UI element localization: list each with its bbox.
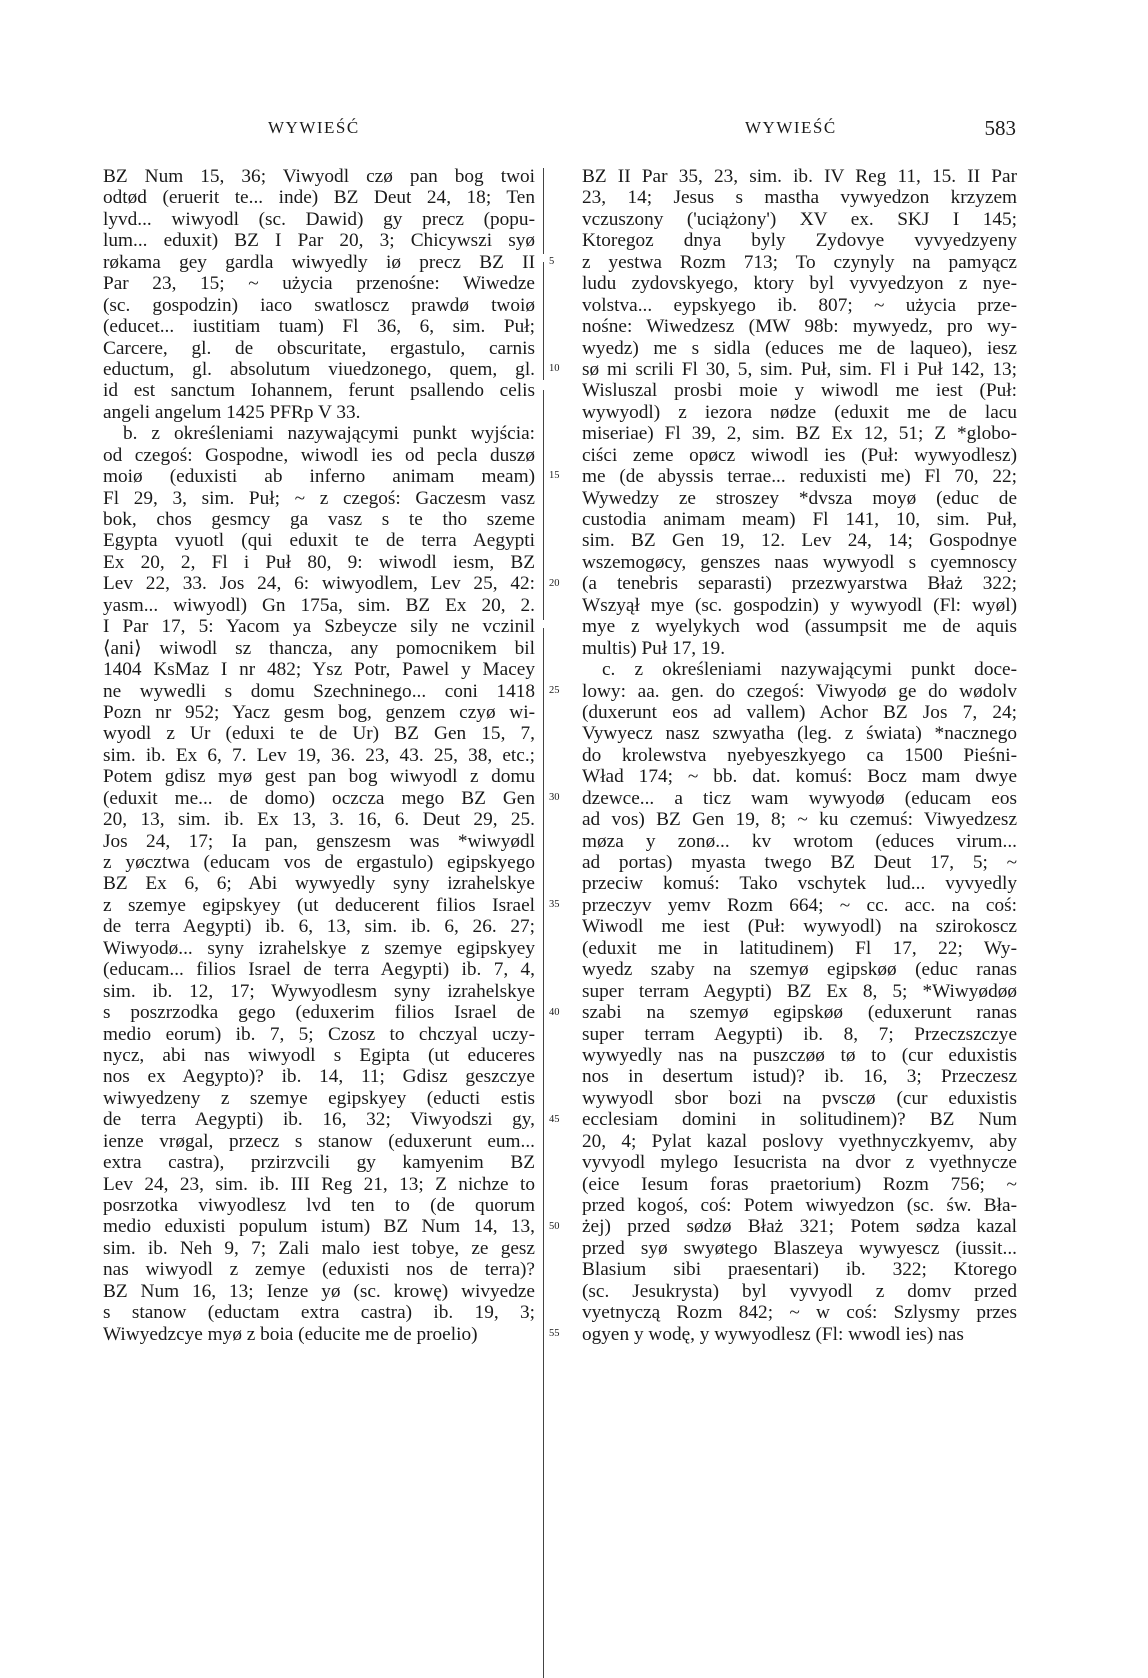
line-number: 20 — [549, 577, 560, 589]
column-rule — [543, 390, 544, 620]
running-header-left: WYWIEŚĆ — [268, 118, 360, 137]
text-line: ogyen y wodę, y wywyodlesz (Fl: wwodl ies) nas — [582, 1323, 964, 1345]
text-line: ecclesiam domini in solitudinem)? BZ Num — [582, 1109, 1017, 1131]
text-line: (educam... filios Israel de terra Aegypti) ib. 7, 4, — [103, 959, 535, 981]
line-number: 15 — [549, 470, 560, 482]
text-line: medio eorum) ib. 7, 5; Czosz to chczyal uczy- — [103, 1023, 535, 1045]
text-line: Wisluszal prosbi moie y wiwodl me iest (Puł: — [582, 380, 1017, 402]
text-line: nos in desertum istud)? ib. 16, 3; Przeczesz — [582, 1066, 1017, 1088]
text-line: nos ex Aegypto)? ib. 14, 11; Gdisz geszczye — [103, 1066, 535, 1088]
line-number: 55 — [549, 1328, 560, 1340]
text-line: 20, 13, sim. ib. Ex 13, 3. 16, 6. Deut 29, 25. — [103, 809, 535, 831]
text-line: røkama gey gardla wiwyedly iø precz BZ II — [103, 251, 535, 273]
text-line: nośne: Wiwedzesz (MW 98b: mywyedz, pro wy- — [582, 316, 1017, 338]
text-line: od czegoś: Gospodne, wiwodl ies od pecla duszø — [103, 444, 535, 466]
text-line: lum... eduxit) BZ I Par 20, 3; Chicywszi syø — [103, 230, 535, 252]
text-line: do krolewstva nyebyeszkyego ca 1500 Pieśni- — [582, 744, 1017, 766]
text-line: Wywedzy ze stroszey *dvsza moyø (educ de — [582, 487, 1017, 509]
text-line: extra castra), przirzvcili gy kamyenim BZ — [103, 1152, 535, 1174]
line-number: 10 — [549, 363, 560, 375]
text-line: Jos 24, 17; Ia pan, genszesm was *wiwyødl — [103, 830, 535, 852]
text-line: vyvyodl mylego Iesucrista na dvor z vyethnycze — [582, 1152, 1017, 1174]
line-number: 30 — [549, 792, 560, 804]
text-line: Blasium sibi praesentari) ib. 322; Ktorego — [582, 1259, 1017, 1281]
text-line: volstva... eypskyego ib. 807; ~ użycia prze- — [582, 294, 1017, 316]
text-line: custodia animam meam) Fl 141, 10, sim. Puł, — [582, 509, 1017, 530]
text-line: BZ II Par 35, 23, sim. ib. IV Reg 11, 15. II Par — [582, 166, 1017, 187]
text-line: Potem gdisz myø gest pan bog wiwyodl z domu — [103, 766, 535, 788]
text-line: z yøcztwa (educam vos de ergastulo) egipskyego — [103, 852, 535, 873]
text-line: eductum, gl. absolutum viuedzonego, quem, gl. — [103, 358, 535, 380]
text-line: ienze vrøgal, przecz s stanow (eduxerunt eum... — [103, 1130, 535, 1152]
text-line: Wiwyodø... syny izrahelskye z szemye egipskyey — [103, 937, 535, 959]
page-number: 583 — [984, 116, 1016, 140]
text-line: miseriae) Fl 39, 2, sim. BZ Ex 12, 51; Z *globo- — [582, 423, 1017, 445]
text-line: nycz, abi nas wiwyodl s Egipta (ut educeres — [103, 1044, 535, 1066]
text-line: møza y zonø... kv wrotom (educes virum... — [582, 830, 1017, 852]
text-line: sim. ib. 12, 17; Wywyodlesm syny izrahelskye — [103, 980, 535, 1002]
text-line: sim. ib. Ex 6, 7. Lev 19, 36. 23, 43. 25, 38, etc.; — [103, 744, 535, 766]
text-line: me (de abyssis terrae... reduxisti me) Fl 70, 22; — [582, 466, 1017, 488]
text-line: ad portas) myasta twego BZ Deut 17, 5; ~ — [582, 852, 1017, 873]
line-number: 45 — [549, 1113, 560, 1125]
text-line: (educet... iustitiam tuam) Fl 36, 6, sim. Puł; — [103, 316, 535, 338]
text-line: lyvd... wiwyodl (sc. Dawid) gy precz (popu- — [103, 208, 535, 230]
text-line: Wiwyedzcye myø z boia (educite me de proelio) — [103, 1323, 478, 1345]
column-rule — [543, 262, 544, 380]
text-line: (eice Iesum foras praetorium) Rozm 756; ~ — [582, 1173, 1017, 1195]
text-line: de terra Aegypti) ib. 16, 32; Viwyodszi gy, — [103, 1109, 535, 1131]
text-line: (eduxit me in latitudinem) Fl 17, 22; Wy- — [582, 937, 1017, 959]
text-line: ciści zeme opøcz wiwodl ies (Puł: wywyodlesz) — [582, 444, 1017, 466]
line-number: 25 — [549, 684, 560, 696]
text-line: id est sanctum Iohannem, ferunt psallendo celis — [103, 380, 535, 402]
text-line: 23, 14; Jesus s mastha vywyedzon krzyzem — [582, 187, 1017, 209]
text-line: ad vos) BZ Gen 19, 8; ~ ku czemuś: Viwyedzesz — [582, 809, 1017, 831]
text-line: żej) przed sødzø Błaż 321; Potem sødza kazal — [582, 1216, 1017, 1238]
text-line: wyodl z Ur (eduxi te de Ur) BZ Gen 15, 7, — [103, 723, 535, 745]
text-line: Pozn nr 952; Yacz gesm bog, genzem czyø wi- — [103, 701, 535, 723]
text-line: wyedz szaby na szemyø egipskøø (educ ranas — [582, 959, 1017, 981]
column-rule — [543, 628, 544, 1678]
text-line: przeciw komuś: Tako vschytek lud... vyvyedly — [582, 873, 1017, 895]
text-line: Ktoregoz dnya byly Zydovye vyvyedzyeny — [582, 230, 1017, 252]
text-line: Ex 20, 2, Fl i Puł 80, 9: wiwodl iesm, BZ — [103, 551, 535, 573]
text-line: s poszrzodka gego (eduxerim filios Israel de — [103, 1002, 535, 1024]
text-line: nas wiwyodl z zemye (eduxisti nos de terra)? — [103, 1259, 535, 1281]
text-line: I Par 17, 5: Yacom ya Szbeycze sily ne vczinil — [103, 616, 535, 638]
text-line: szabi na szemyø egipskøø (eduxerunt ranas — [582, 1002, 1017, 1024]
text-line: Lev 22, 33. Jos 24, 6: wiwyodlem, Lev 25, 42: — [103, 573, 535, 595]
text-line: posrzotka viwyodlesz lvd ten to (de quorum — [103, 1195, 535, 1216]
text-line: sim. ib. Neh 9, 7; Zali malo iest tobye, ze gesz — [103, 1237, 535, 1259]
text-line: sø mi scrili Fl 30, 5, sim. Puł, sim. Fl i Puł 142, 13; — [582, 358, 1017, 380]
text-line: mye z wyelykych wod (assumpsit me de aquis — [582, 616, 1017, 638]
text-line: dzewce... a ticz wam wywyodø (educam eos — [582, 787, 1017, 809]
text-line: z szemye egipskyey (ut deducerent filios Israel — [103, 894, 535, 916]
line-number: 35 — [549, 899, 560, 911]
text-line: super terram Aegypti) BZ Ex 8, 5; *Wiwyødøø — [582, 980, 1017, 1002]
text-line: Wład 174; ~ bb. dat. komuś: Bocz mam dwye — [582, 766, 1017, 788]
text-line: angeli angelum 1425 PFRp V 33. — [103, 401, 361, 423]
text-line: c. z określeniami nazywającymi punkt doce- — [602, 659, 1017, 681]
text-line: sim. BZ Gen 19, 12. Lev 24, 14; Gospodnye — [582, 530, 1017, 552]
line-number: 50 — [549, 1221, 560, 1233]
text-line: (a tenebris separasti) przezwyarstwa Błaż 322; — [582, 573, 1017, 595]
text-line: przed syø swyøtego Blaszeya wywyescz (iussit... — [582, 1237, 1017, 1259]
text-line: Lev 24, 23, sim. ib. III Reg 21, 13; Z nichze to — [103, 1173, 535, 1195]
text-line: ludu zydovskyego, ktory byl vyvyedzyon z nye- — [582, 273, 1017, 295]
text-line: moiø (eduxisti ab inferno animam meam) — [103, 466, 535, 488]
line-number: 5 — [549, 255, 555, 267]
text-line: super terram Aegypti) ib. 8, 7; Przeczszczye — [582, 1023, 1017, 1045]
text-line: vyetnyczą Rozm 842; ~ w coś: Szlysmy przes — [582, 1302, 1017, 1324]
text-line: Wiwodl me iest (Puł: wywyodl) na szirokoscz — [582, 916, 1017, 938]
text-line: medio eduxisti populum istum) BZ Num 14, 13, — [103, 1216, 535, 1238]
text-line: 1404 KsMaz I nr 482; Ysz Potr, Pawel y Macey — [103, 659, 535, 681]
text-line: Fl 29, 3, sim. Puł; ~ z czegoś: Gaczesm vasz — [103, 487, 535, 509]
text-line: odtød (eruerit te... inde) BZ Deut 24, 18; Ten — [103, 187, 535, 209]
text-line: bok, chos gesmcy ga vasz s te tho szeme — [103, 509, 535, 530]
text-line: wszemogøcy, genszes naas wywyodl s cyemnoscy — [582, 551, 1017, 573]
text-line: Carcere, gl. de obscuritate, ergastulo, carnis — [103, 337, 535, 359]
text-line: (duxerunt eos ad vallem) Achor BZ Jos 7, 24; — [582, 701, 1017, 723]
text-line: Egypta vyuotl (qui eduxit te de terra Aegypti — [103, 530, 535, 552]
text-line: ⟨ani⟩ wiwodl sz thancza, any pomocnikem bil — [103, 637, 535, 659]
text-line: yasm... wiwyodl) Gn 175a, sim. BZ Ex 20, 2. — [103, 594, 535, 616]
column-rule — [543, 168, 544, 254]
text-line: przeczyv yemv Rozm 664; ~ cc. acc. na coś: — [582, 894, 1017, 916]
text-line: (sc. Jesukrysta) byl vyvyodl z domv przed — [582, 1280, 1017, 1302]
running-header-right: WYWIEŚĆ — [745, 118, 837, 137]
text-line: BZ Num 16, 13; Ienze yø (sc. krowę) wivyedze — [103, 1280, 535, 1302]
right-text-column — [582, 166, 1017, 1345]
text-line: Wszyął mye (sc. gospodzin) y wywyodl (Fl: wyøl) — [582, 594, 1017, 616]
line-number: 40 — [549, 1006, 560, 1018]
text-line: wiwyedzeny z szemye egipskyey (educti estis — [103, 1087, 535, 1109]
text-line: wywyodl sbor bozi na pvsczø (cur eduxistis — [582, 1087, 1017, 1109]
text-line: wywyodl) z iezora nødze (eduxit me de lacu — [582, 401, 1017, 423]
text-line: BZ Ex 6, 6; Abi wywyedly syny izrahelskye — [103, 873, 535, 895]
text-line: 20, 4; Pylat kazal poslovy vyethnyczkyemv, aby — [582, 1130, 1017, 1152]
text-line: Par 23, 15; ~ użycia przenośne: Wiwedze — [103, 273, 535, 295]
text-line: lowy: aa. gen. do czegoś: Viwyodø ge do wødolv — [582, 680, 1017, 702]
text-line: multis) Puł 17, 19. — [582, 637, 726, 659]
text-line: vczuszony ('uciążony') XV ex. SKJ I 145; — [582, 208, 1017, 230]
text-line: wyedz) me s sidla (educes me de laqueo), iesz — [582, 337, 1017, 359]
text-line: s stanow (eductam extra castra) ib. 19, 3; — [103, 1302, 535, 1324]
text-line: wywyedly nas na puszczøø tø to (cur eduxistis — [582, 1044, 1017, 1066]
text-line: z yestwa Rozm 713; To czynyly na pamyącz — [582, 251, 1017, 273]
text-line: BZ Num 15, 36; Viwyodl czø pan bog twoi — [103, 166, 535, 187]
text-line: Vywyecz nasz szwyatha (leg. z świata) *nacznego — [582, 723, 1017, 745]
text-line: ne wywedli s domu Szechninego... coni 1418 — [103, 680, 535, 702]
text-line: (sc. gospodzin) iaco swatloscz prawdø twoiø — [103, 294, 535, 316]
text-line: b. z określeniami nazywającymi punkt wyjścia: — [123, 423, 535, 445]
text-line: (eduxit me... de domo) oczcza mego BZ Gen — [103, 787, 535, 809]
text-line: de terra Aegypti) ib. 6, 13, sim. ib. 6, 26. 27; — [103, 916, 535, 938]
text-line: przed kogoś, coś: Potem wiwyedzon (sc. św. Bła- — [582, 1195, 1017, 1216]
left-text-column — [103, 166, 535, 1345]
